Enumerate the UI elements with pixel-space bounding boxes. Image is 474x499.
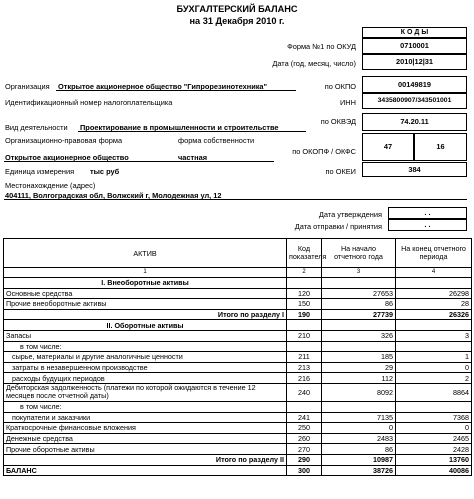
address-underline [4, 199, 467, 200]
row-code: 150 [287, 299, 322, 310]
date-code: 2010|12|31 [362, 54, 467, 70]
col-num-4: 4 [396, 268, 472, 278]
balance-start: 38726 [322, 465, 396, 476]
row-code: 270 [287, 444, 322, 455]
row-name: расходы будущих периодов [4, 373, 287, 384]
total-1-end: 26326 [396, 309, 472, 320]
receivable-end: 8864 [396, 383, 472, 401]
legal-form-underline [4, 161, 274, 162]
table-row [4, 341, 472, 352]
unit-value: тыс руб [90, 167, 120, 176]
document-subtitle: на 31 Декабря 2010 г. [189, 16, 285, 26]
row-end: 1 [396, 352, 472, 363]
sent-date: . . [388, 219, 467, 231]
row-name: Прочие оборотные активы [4, 444, 287, 455]
org-underline [56, 90, 296, 91]
activity-value: Проектирование в промышленности и строительстве [80, 123, 279, 132]
okved-label: по ОКВЭД [320, 117, 356, 126]
table-header-row [4, 239, 472, 268]
row-end: 26298 [396, 288, 472, 299]
row-name: Денежные средства [4, 433, 287, 444]
row-start: 7135 [322, 412, 396, 423]
approval-label: Дата утверждения [318, 210, 382, 219]
col-num-1: 1 [4, 268, 287, 278]
document-title: БУХГАЛТЕРСКИЙ БАЛАНС [176, 4, 298, 14]
legal-form-label: Организационно-правовая форма [5, 136, 123, 145]
total-1-code: 190 [287, 309, 322, 320]
okfs-code: 16 [414, 133, 467, 161]
row-start: 326 [322, 330, 396, 341]
okved-code: 74.20.11 [362, 113, 467, 131]
receivable-row [4, 383, 472, 401]
row-end [396, 401, 472, 412]
row-name: покупатели и заказчики [4, 412, 287, 423]
row-start: 0 [322, 423, 396, 434]
row-end [396, 341, 472, 352]
legal-form-value: Открытое акционерное общество [5, 153, 129, 162]
receivable-start: 8092 [322, 383, 396, 401]
row-name: Прочие внеоборотные активы [4, 299, 287, 310]
balance-table [3, 238, 472, 476]
table-row [4, 444, 472, 455]
col-code: Код показателя [287, 239, 322, 268]
row-code: 241 [287, 412, 322, 423]
form-label: Форма №1 по ОКУД [287, 42, 356, 51]
row-code: 260 [287, 433, 322, 444]
table-row [4, 433, 472, 444]
address-value: 404111, Волгоградская обл, Волжский г, Молодежная ул, 12 [5, 191, 222, 200]
balance-row [4, 465, 472, 476]
col-num-3: 3 [322, 268, 396, 278]
table-row [4, 362, 472, 373]
row-code: 211 [287, 352, 322, 363]
row-start: 86 [322, 299, 396, 310]
total-2-row [4, 454, 472, 465]
total-2-code: 290 [287, 454, 322, 465]
row-start [322, 341, 396, 352]
row-name: в том числе: [4, 341, 287, 352]
activity-label: Вид деятельности [5, 123, 68, 132]
row-code: 216 [287, 373, 322, 384]
section-1-row [4, 278, 472, 289]
row-name: Краткосрочные финансовые вложения [4, 423, 287, 434]
receivable-code: 240 [287, 383, 322, 401]
row-start: 86 [322, 444, 396, 455]
row-name: сырье, материалы и другие аналогичные ценности [4, 352, 287, 363]
ownership-value: частная [178, 153, 208, 162]
row-start: 185 [322, 352, 396, 363]
okpo-label: по ОКПО [324, 82, 356, 91]
total-2-start: 10987 [322, 454, 396, 465]
row-code: 250 [287, 423, 322, 434]
row-end: 28 [396, 299, 472, 310]
row-start: 112 [322, 373, 396, 384]
row-start: 2483 [322, 433, 396, 444]
date-label: Дата (год, месяц, число) [272, 59, 356, 68]
table-row [4, 299, 472, 310]
row-end: 2 [396, 373, 472, 384]
table-row [4, 330, 472, 341]
table-row [4, 352, 472, 363]
col-end: На конец отчетного периода [396, 239, 472, 268]
okei-code: 384 [362, 162, 467, 177]
address-label: Местонахождение (адрес) [5, 181, 96, 190]
row-end: 2465 [396, 433, 472, 444]
inn-code: 3435800907/343501001 [362, 93, 467, 109]
row-name: Запасы [4, 330, 287, 341]
codes-header: К О Д Ы [362, 27, 467, 38]
okei-label: по ОКЕИ [325, 167, 356, 176]
total-2-end: 13760 [396, 454, 472, 465]
inn-label: ИНН [340, 98, 356, 107]
table-row [4, 288, 472, 299]
row-end: 2428 [396, 444, 472, 455]
ownership-label: форма собственности [178, 136, 255, 145]
section-2-title: II. Оборотные активы [4, 320, 287, 331]
total-1-row [4, 309, 472, 320]
section-1-title: I. Внеоборотные активы [4, 278, 287, 289]
table-row [4, 401, 472, 412]
col-num-2: 2 [287, 268, 322, 278]
row-code [287, 401, 322, 412]
total-1-start: 27739 [322, 309, 396, 320]
row-start [322, 401, 396, 412]
sent-label: Дата отправки / принятия [294, 222, 382, 231]
okopf-label: по ОКОПФ / ОКФС [292, 147, 356, 156]
row-end: 0 [396, 362, 472, 373]
balance-code: 300 [287, 465, 322, 476]
row-name: затраты в незавершенном производстве [4, 362, 287, 373]
table-row [4, 412, 472, 423]
form-code: 0710001 [362, 38, 467, 54]
section-2-row [4, 320, 472, 331]
row-code: 213 [287, 362, 322, 373]
col-start: На начало отчетного года [322, 239, 396, 268]
approval-date: . . [388, 207, 467, 219]
row-end: 7368 [396, 412, 472, 423]
total-1-name: Итого по разделу I [4, 309, 287, 320]
org-label: Организация [5, 82, 50, 91]
receivable-name: Дебиторская задолженность (платежи по которой ожидаются в течение 12 месяцев после отчетной даты) [4, 383, 287, 401]
row-end: 0 [396, 423, 472, 434]
row-code [287, 341, 322, 352]
col-asset: АКТИВ [4, 239, 287, 268]
column-number-row [4, 268, 472, 278]
row-name: Основные средства [4, 288, 287, 299]
okpo-code: 00149819 [362, 76, 467, 93]
row-name: в том числе: [4, 401, 287, 412]
org-name: Открытое акционерное общество "Гипрорезинотехника" [58, 82, 268, 91]
balance-end: 40086 [396, 465, 472, 476]
inn-left-label: Идентификационный номер налогоплательщика [5, 98, 173, 107]
row-start: 27653 [322, 288, 396, 299]
okopf-code: 47 [362, 133, 414, 161]
row-code: 210 [287, 330, 322, 341]
row-start: 29 [322, 362, 396, 373]
row-end: 3 [396, 330, 472, 341]
total-2-name: Итого по разделу II [4, 454, 287, 465]
balance-name: БАЛАНС [4, 465, 287, 476]
row-code: 120 [287, 288, 322, 299]
table-row [4, 373, 472, 384]
activity-underline [78, 131, 306, 132]
table-row [4, 423, 472, 434]
unit-label: Единица измерения [5, 167, 75, 176]
